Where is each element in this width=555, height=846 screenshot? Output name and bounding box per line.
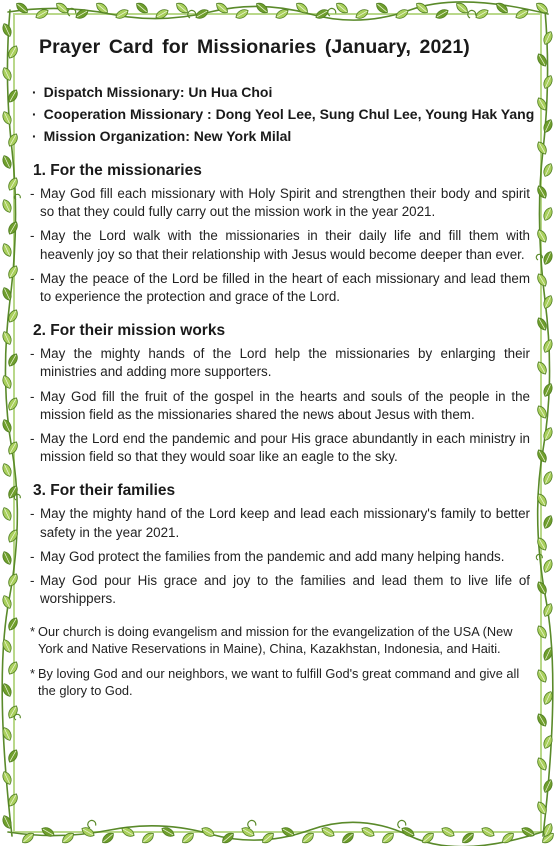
leaf-icon xyxy=(542,558,555,574)
prayer-item: - May God fill each missionary with Holy Spirit and strengthen their body and spirit so that they could fully carry out the mission work in the year 2021. xyxy=(30,185,530,221)
leaf-icon xyxy=(542,338,555,354)
section-families xyxy=(30,481,530,608)
leaf-icon xyxy=(1,242,14,258)
missionary-info xyxy=(30,81,535,147)
vine-right xyxy=(538,10,553,836)
leaf-icon xyxy=(542,30,555,46)
leaf-icon xyxy=(542,162,555,178)
section-title: 1. For the missionaries xyxy=(33,162,202,179)
prayer-item: - May the Lord walk with the missionaries in their daily life and fill them with heavenly joy so that their relationship with Jesus would become deeper than ever. xyxy=(30,227,530,263)
section-mission-works xyxy=(30,321,530,466)
leaf-icon xyxy=(542,250,555,266)
leaf-icon xyxy=(542,778,555,794)
mission-organization: · Mission Organization: New York Milal xyxy=(30,125,530,147)
card-content xyxy=(30,36,535,707)
prayer-list xyxy=(30,505,530,608)
tendril xyxy=(248,820,256,828)
section-title: 2. For their mission works xyxy=(33,322,226,340)
leaf-icon xyxy=(1,66,14,82)
prayer-item: - May the mighty hand of the Lord keep and lead each missionary's family to better safety in the year 2021. xyxy=(30,505,530,541)
leaf-icon xyxy=(1,154,14,170)
footer-notes xyxy=(30,623,530,699)
leaf-icon xyxy=(1,198,14,214)
prayer-item: - May God pour His grace and joy to the families and lead them to live life of worshippers. xyxy=(30,572,530,608)
section-missionaries xyxy=(30,161,530,306)
cooperation-missionary: · Cooperation Missionary : Dong Yeol Lee, Sung Chul Lee, Young Hak Yang xyxy=(30,103,530,125)
leaf-icon xyxy=(542,514,555,530)
leaf-icon xyxy=(1,770,14,786)
leaf-icon xyxy=(1,594,14,610)
leaf-icon xyxy=(542,734,555,750)
prayer-item: - May the mighty hands of the Lord help the missionaries by enlarging their ministries and adding more supporters. xyxy=(30,345,530,381)
footer-note: * By loving God and our neighbors, we want to fulfill God's great command and give all the glory to God. xyxy=(30,665,530,699)
card-title: Prayer Card for Missionaries (January, 2021) xyxy=(39,36,470,58)
leaf-icon xyxy=(1,22,14,38)
leaf-icon xyxy=(1,110,14,126)
leaf-icon xyxy=(542,206,555,222)
leaf-icon xyxy=(1,418,14,434)
leaf-icon xyxy=(1,330,14,346)
leaf-icon xyxy=(1,550,14,566)
leaf-icon xyxy=(542,426,555,442)
leaf-icon xyxy=(542,294,555,310)
dispatch-missionary: · Dispatch Missionary: Un Hua Choi xyxy=(30,81,530,103)
tendril xyxy=(88,820,96,828)
leaf-icon xyxy=(1,374,14,390)
leaf-icon xyxy=(1,506,14,522)
prayer-item: - May God fill the fruit of the gospel in the hearts and souls of the people in the mission field as the missionaries shared the news about Jesus with them. xyxy=(30,388,530,424)
footer-note: * Our church is doing evangelism and mission for the evangelization of the USA (New York and Native Reservations in Maine), China, Kazakhstan, Indonesia, and Haiti. xyxy=(30,623,530,657)
tendril xyxy=(398,820,406,828)
leaf-icon xyxy=(542,382,555,398)
leaf-icon xyxy=(542,74,555,90)
leaf-icon xyxy=(542,470,555,486)
prayer-item: - May the peace of the Lord be filled in the heart of each missionary and lead them to experience the protection and grace of the Lord. xyxy=(30,270,530,306)
tendril xyxy=(14,714,20,720)
prayer-list xyxy=(30,185,530,306)
leaf-icon xyxy=(542,118,555,134)
prayer-list xyxy=(30,345,530,466)
prayer-item: - May God protect the families from the pandemic and add many helping hands. xyxy=(30,548,530,566)
section-title: 3. For their families xyxy=(33,482,176,500)
leaf-icon xyxy=(542,602,555,618)
prayer-item: - May the Lord end the pandemic and pour His grace abundantly in each ministry in mission field so that they would soar like an eagle to the sky. xyxy=(30,430,530,466)
leaf-icon xyxy=(1,462,14,478)
